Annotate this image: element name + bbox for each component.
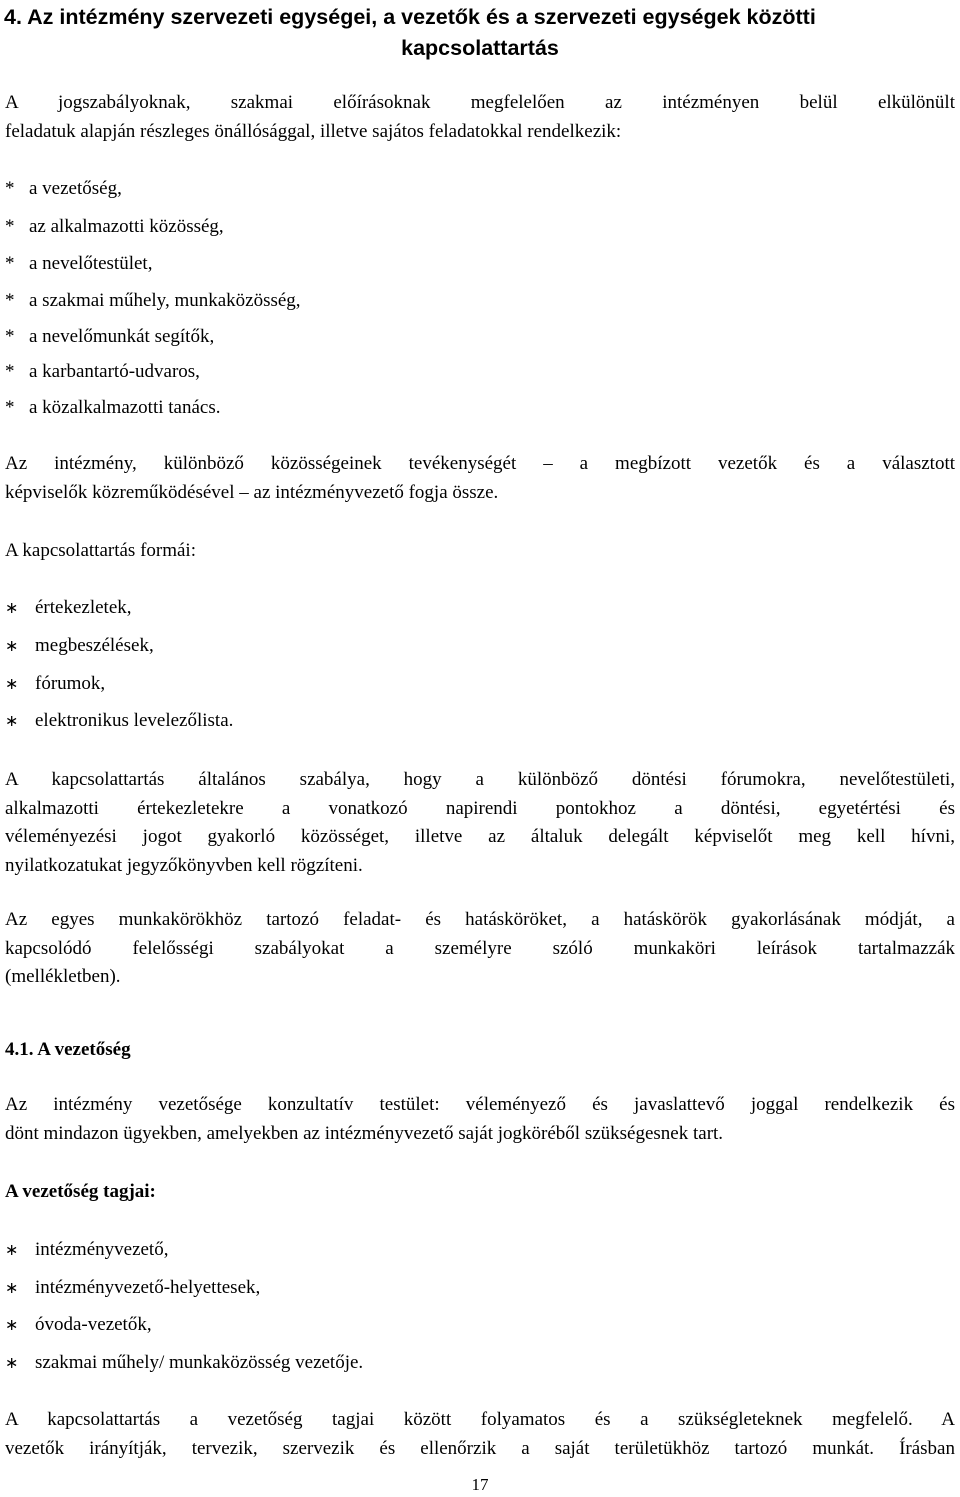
list-item: * a vezetőség, [5,175,122,203]
asterisk-bullet-icon: * [5,361,15,382]
list-item: ∗ szakmai műhely/ munkaközösség vezetője. [5,1349,363,1377]
chapter-heading [4,2,956,64]
leadership-paragraph [5,1091,955,1148]
section-title: 4.1. A vezetőség [5,1039,131,1060]
duties-paragraph [5,906,955,992]
asterisk-bullet-icon: ∗ [5,1278,19,1297]
list-item: ∗ értekezletek, [5,594,132,622]
list-item: * a nevelőtestület, [5,250,152,278]
paragraph-line: Az intézmény, különböző közösségeinek tevékenységét – a megbízott vezetők és a választott [5,453,955,474]
list-item: ∗ fórumok, [5,670,105,698]
page-number: 17 [471,1475,489,1494]
asterisk-bullet-icon: * [5,216,15,237]
list-item: ∗ intézményvezető-helyettesek, [5,1274,260,1302]
asterisk-bullet-icon: * [5,178,15,199]
paragraph-line: A jogszabályoknak, szakmai előírásoknak megfelelően az intézményen belül elkülönült [5,92,955,113]
paragraph-line: feladatuk alapján részleges önállósággal, illetve sajátos feladatokkal rendelkezik: [5,120,622,142]
list-item: * a karbantartó-udvaros, [5,358,200,386]
list-item: ∗ óvoda-vezetők, [5,1311,152,1339]
asterisk-bullet-icon: * [5,326,15,347]
list-item: ∗ elektronikus levelezőlista. [5,707,233,735]
asterisk-bullet-icon: * [5,397,15,418]
paragraph-line: dönt mindazon ügyekben, amelyekben az intézményvezető saját jogköréből szükségesnek tart. [5,1122,724,1144]
list-item: * a közalkalmazotti tanács. [5,394,221,422]
paragraph-line: A kapcsolattartás a vezetőség tagjai között folyamatos és a szükségleteknek megfelelő. A [5,1409,955,1430]
asterisk-bullet-icon: ∗ [5,598,19,617]
paragraph-line: vezetők irányítják, tervezik, szervezik és ellenőrzik a saját területükhöz tartozó munkát. Írásban [5,1437,955,1459]
chapter-heading-line-2: kapcsolattartás [401,36,559,60]
asterisk-bullet-icon: ∗ [5,1315,19,1334]
paragraph-line: véleményezési jogot gyakorló közösséget, illetve az általuk delegált képviselőt meg kell hívni, [5,826,955,847]
list-item: * a szakmai műhely, munkaközösség, [5,287,301,315]
paragraph-line: Az intézmény vezetősége konzultatív testület: véleményező és javaslattevő joggal rendelkezik és [5,1094,955,1115]
list-item: ∗ intézményvezető, [5,1236,168,1264]
general-rule-paragraph [5,766,955,880]
asterisk-bullet-icon: ∗ [5,674,19,693]
closing-paragraph [5,1406,955,1463]
paragraph-line: A kapcsolattartás általános szabálya, hogy a különböző döntési fórumokra, nevelőtestületi, [5,769,955,790]
paragraph-line: alkalmazotti értekezletekre a vonatkozó napirendi pontokhoz a döntési, egyetértési és [5,797,955,819]
asterisk-bullet-icon: ∗ [5,636,19,655]
forms-title: A kapcsolattartás formái: [5,540,196,561]
asterisk-bullet-icon: * [5,290,15,311]
members-title: A vezetőség tagjai: [5,1181,156,1202]
paragraph-line: Az egyes munkakörökhöz tartozó feladat- és hatásköröket, a hatáskörök gyakorlásának módját, a [5,909,955,930]
list-item: * az alkalmazotti közösség, [5,213,224,241]
paragraph-line: kapcsolódó felelősségi szabályokat a személyre szóló munkaköri leírások tartalmazzák [5,937,955,959]
asterisk-bullet-icon: ∗ [5,1353,19,1372]
paragraph-line: nyilatkozatukat jegyzőkönyvben kell rögzíteni. [5,854,363,876]
asterisk-bullet-icon: ∗ [5,711,19,730]
paragraph-line: képviselők közreműködésével – az intézményvezető fogja össze. [5,481,499,503]
intro-paragraph [5,89,955,146]
list-item: * a nevelőmunkát segítők, [5,323,214,351]
asterisk-bullet-icon: ∗ [5,1240,19,1259]
chapter-heading-line-1: 4. Az intézmény szervezeti egységei, a vezetők és a szervezeti egységek közötti [4,5,816,29]
coordination-paragraph [5,450,955,507]
paragraph-line: (mellékletben). [5,966,121,987]
asterisk-bullet-icon: * [5,253,15,274]
list-item: ∗ megbeszélések, [5,632,154,660]
